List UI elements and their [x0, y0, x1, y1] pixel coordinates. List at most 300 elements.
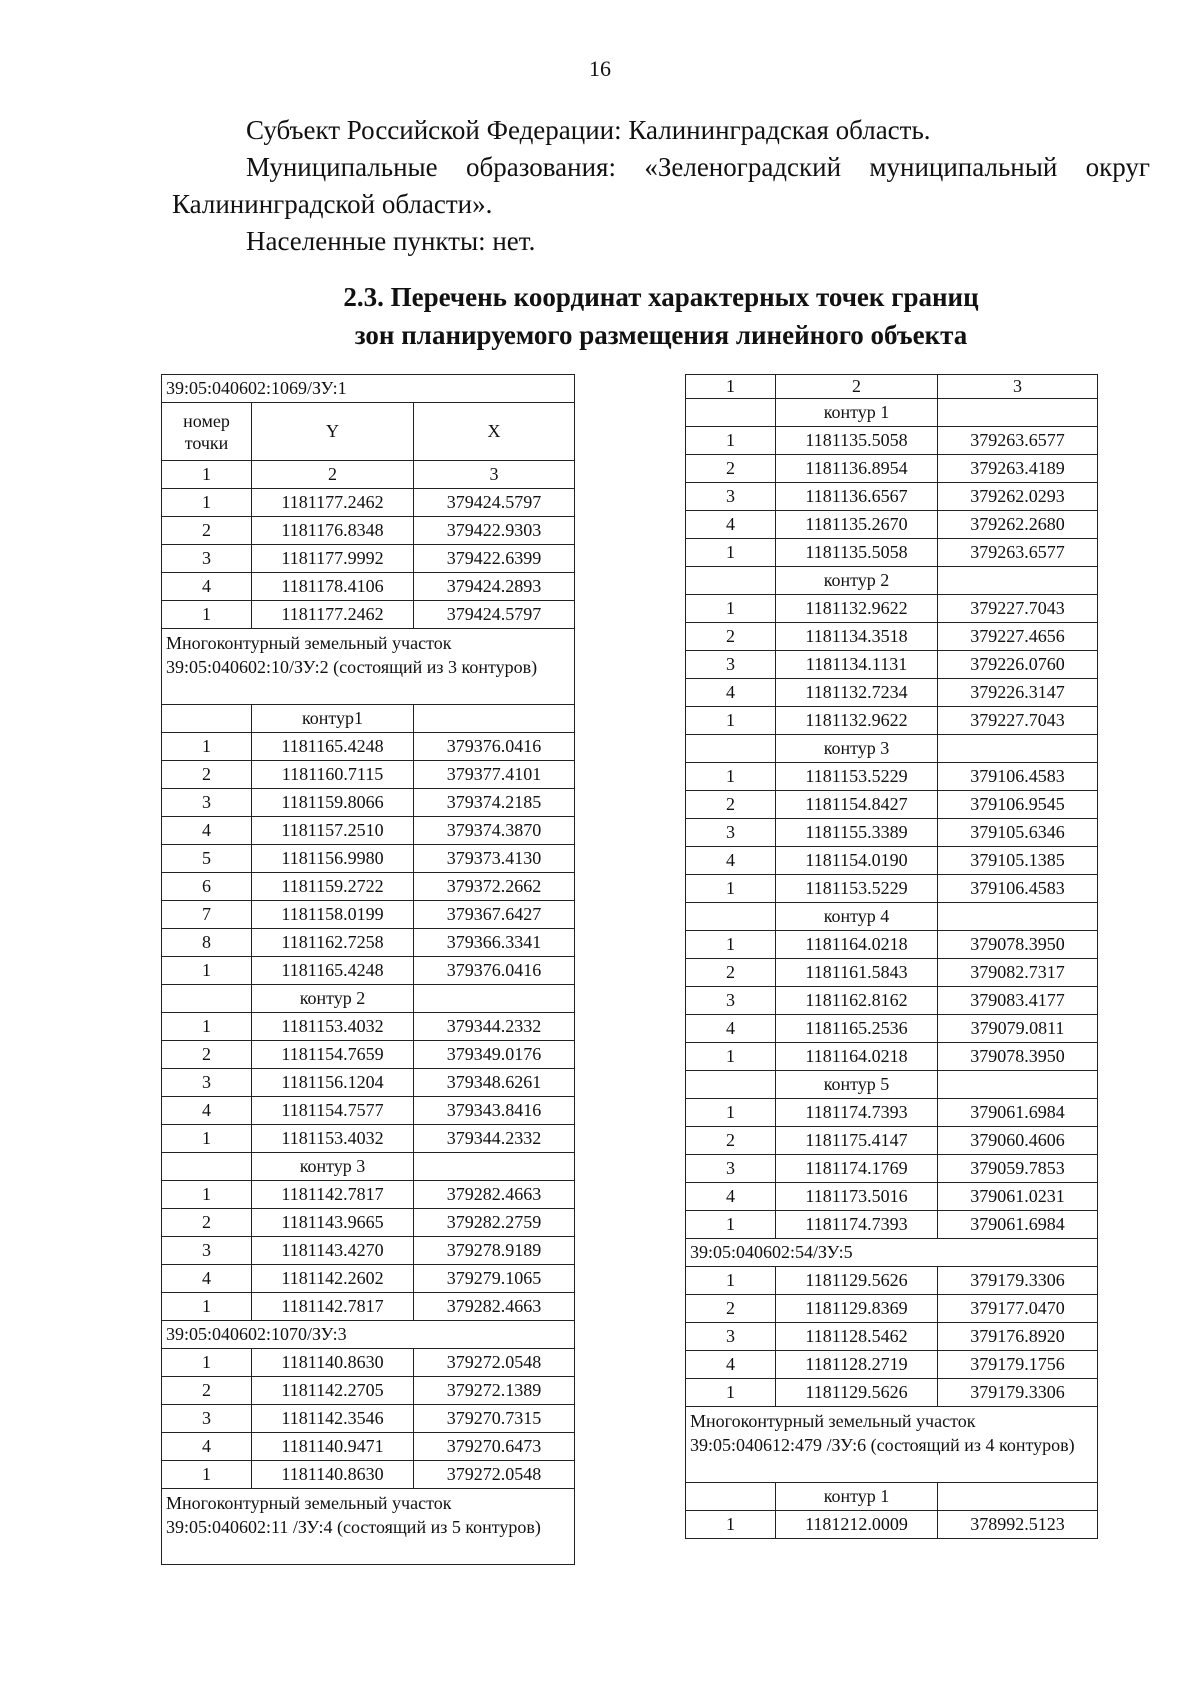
y-coordinate: 1181156.1204: [252, 1069, 414, 1097]
point-number: 1: [686, 427, 776, 455]
point-number: 1: [162, 733, 252, 761]
x-coordinate: 379227.7043: [938, 707, 1098, 735]
y-coordinate: 1181135.2670: [776, 511, 938, 539]
table-row: [162, 1405, 575, 1433]
parcel-id: 39:05:040602:1069/ЗУ:1: [162, 375, 575, 403]
table-row: [686, 539, 1098, 567]
x-coordinate: 379272.0548: [414, 1349, 575, 1377]
table-row: [686, 511, 1098, 539]
y-coordinate: 1181162.7258: [252, 929, 414, 957]
contour-spacer: [414, 985, 575, 1013]
x-coordinate: 379263.6577: [938, 427, 1098, 455]
y-coordinate: 1181140.8630: [252, 1349, 414, 1377]
section-title: [172, 278, 1150, 354]
column-number-2: 2: [776, 375, 938, 399]
x-coordinate: 379282.2759: [414, 1209, 575, 1237]
x-coordinate: 379279.1065: [414, 1265, 575, 1293]
section-title-line-1: 2.3. Перечень координат характерных точек границ: [343, 282, 979, 312]
x-coordinate: 379282.4663: [414, 1293, 575, 1321]
x-coordinate: 379348.6261: [414, 1069, 575, 1097]
point-number: 4: [686, 679, 776, 707]
point-number: 4: [686, 1183, 776, 1211]
contour-spacer: [686, 567, 776, 595]
point-number: 4: [162, 1433, 252, 1461]
point-number: 1: [162, 1125, 252, 1153]
table-row: [162, 1433, 575, 1461]
table-row: [162, 573, 575, 601]
point-number: 1: [162, 489, 252, 517]
x-coordinate: 379372.2662: [414, 873, 575, 901]
x-coordinate: 379422.9303: [414, 517, 575, 545]
table-row: [162, 1461, 575, 1489]
y-coordinate: 1181134.1131: [776, 651, 938, 679]
point-number: 1: [686, 595, 776, 623]
y-coordinate: 1181132.9622: [776, 707, 938, 735]
table-row: [686, 1127, 1098, 1155]
point-number: 1: [162, 601, 252, 629]
y-coordinate: 1181177.2462: [252, 601, 414, 629]
y-coordinate: 1181156.9980: [252, 845, 414, 873]
contour-row: [162, 1153, 575, 1181]
y-coordinate: 1181142.7817: [252, 1181, 414, 1209]
contour-spacer: [686, 399, 776, 427]
y-coordinate: 1181153.4032: [252, 1125, 414, 1153]
table-row: [162, 1349, 575, 1377]
y-coordinate: 1181177.9992: [252, 545, 414, 573]
x-coordinate: 379343.8416: [414, 1097, 575, 1125]
column-number-3: 3: [414, 461, 575, 489]
contour-spacer: [938, 1483, 1098, 1511]
x-coordinate: 379272.0548: [414, 1461, 575, 1489]
x-coordinate: 379106.9545: [938, 791, 1098, 819]
y-coordinate: 1181128.5462: [776, 1323, 938, 1351]
point-number: 3: [162, 1405, 252, 1433]
table-row: [162, 1293, 575, 1321]
point-number: 4: [686, 1351, 776, 1379]
settlements-line: Населенные пункты: нет.: [246, 226, 536, 256]
parcel-note-row: [162, 1489, 575, 1565]
point-number: 1: [686, 1043, 776, 1071]
point-number: 1: [686, 875, 776, 903]
point-number: 2: [686, 1295, 776, 1323]
contour-spacer: [686, 1071, 776, 1099]
x-coordinate: 379374.2185: [414, 789, 575, 817]
table-row: [162, 1265, 575, 1293]
y-coordinate: 1181135.5058: [776, 539, 938, 567]
point-number: 2: [686, 959, 776, 987]
table-row: [686, 595, 1098, 623]
y-coordinate: 1181128.2719: [776, 1351, 938, 1379]
x-coordinate: 379424.2893: [414, 573, 575, 601]
table-row: [686, 1183, 1098, 1211]
table-row: [162, 601, 575, 629]
point-number: 1: [686, 1099, 776, 1127]
x-coordinate: 379227.7043: [938, 595, 1098, 623]
point-number: 1: [162, 1013, 252, 1041]
table-row: [686, 959, 1098, 987]
column-number-3: 3: [938, 375, 1098, 399]
table-row: [162, 789, 575, 817]
y-coordinate: 1181142.3546: [252, 1405, 414, 1433]
table-row: [162, 1013, 575, 1041]
point-number: 2: [686, 1127, 776, 1155]
table-row: [162, 845, 575, 873]
table-row: [162, 873, 575, 901]
parcel-note: Многоконтурный земельный участок 39:05:040602:10/ЗУ:2 (состоящий из 3 контуров): [162, 629, 575, 705]
x-coordinate: 379083.4177: [938, 987, 1098, 1015]
table-row: [686, 1099, 1098, 1127]
table-row: [686, 819, 1098, 847]
point-number: 4: [162, 817, 252, 845]
point-number: 3: [686, 987, 776, 1015]
x-coordinate: 379060.4606: [938, 1127, 1098, 1155]
table-row: [686, 875, 1098, 903]
page-number: 16: [589, 56, 611, 81]
y-coordinate: 1181140.8630: [252, 1461, 414, 1489]
column-header-point: номер точки: [162, 403, 252, 461]
contour-spacer: [162, 985, 252, 1013]
column-number-1: 1: [162, 461, 252, 489]
y-coordinate: 1181132.9622: [776, 595, 938, 623]
table-row: [686, 1295, 1098, 1323]
y-coordinate: 1181132.7234: [776, 679, 938, 707]
x-coordinate: 379059.7853: [938, 1155, 1098, 1183]
point-number: 2: [162, 1377, 252, 1405]
section-title-line-2: зон планируемого размещения линейного объекта: [354, 320, 968, 350]
column-number-1: 1: [686, 375, 776, 399]
x-coordinate: 379262.0293: [938, 483, 1098, 511]
left-table-column-header: [162, 403, 575, 461]
x-coordinate: 379377.4101: [414, 761, 575, 789]
x-coordinate: 379373.4130: [414, 845, 575, 873]
table-row: [162, 957, 575, 985]
x-coordinate: 379374.3870: [414, 817, 575, 845]
x-coordinate: 379344.2332: [414, 1125, 575, 1153]
right-table-column-numbers: [686, 375, 1098, 399]
table-row: [162, 1069, 575, 1097]
x-coordinate: 379263.4189: [938, 455, 1098, 483]
x-coordinate: 379376.0416: [414, 957, 575, 985]
x-coordinate: 379179.1756: [938, 1351, 1098, 1379]
table-row: [686, 1211, 1098, 1239]
point-number: 2: [686, 623, 776, 651]
y-coordinate: 1181155.3389: [776, 819, 938, 847]
x-coordinate: 379061.6984: [938, 1099, 1098, 1127]
y-coordinate: 1181129.5626: [776, 1379, 938, 1407]
point-number: 1: [162, 957, 252, 985]
y-coordinate: 1181134.3518: [776, 623, 938, 651]
point-number: 2: [162, 761, 252, 789]
point-number: 5: [162, 845, 252, 873]
x-coordinate: 379424.5797: [414, 601, 575, 629]
contour-spacer: [162, 1153, 252, 1181]
contour-row: [162, 705, 575, 733]
contour-spacer: [938, 567, 1098, 595]
point-number: 6: [162, 873, 252, 901]
point-number: 4: [686, 511, 776, 539]
x-coordinate: 379367.6427: [414, 901, 575, 929]
parcel-note-row: [686, 1407, 1098, 1483]
x-coordinate: 379366.3341: [414, 929, 575, 957]
x-coordinate: 379263.6577: [938, 539, 1098, 567]
table-row: [686, 679, 1098, 707]
y-coordinate: 1181159.8066: [252, 789, 414, 817]
column-header-y: Y: [252, 403, 414, 461]
table-row: [162, 517, 575, 545]
point-number: 3: [686, 483, 776, 511]
x-coordinate: 379176.8920: [938, 1323, 1098, 1351]
point-number: 2: [162, 1041, 252, 1069]
x-coordinate: 379061.6984: [938, 1211, 1098, 1239]
table-row: [686, 1379, 1098, 1407]
left-table-id-header: [162, 375, 575, 403]
x-coordinate: 379376.0416: [414, 733, 575, 761]
y-coordinate: 1181129.5626: [776, 1267, 938, 1295]
y-coordinate: 1181157.2510: [252, 817, 414, 845]
parcel-note: Многоконтурный земельный участок 39:05:040612:479 /ЗУ:6 (состоящий из 4 контуров): [686, 1407, 1098, 1483]
y-coordinate: 1181176.8348: [252, 517, 414, 545]
y-coordinate: 1181160.7115: [252, 761, 414, 789]
column-number-2: 2: [252, 461, 414, 489]
parcel-id-row: [686, 1239, 1098, 1267]
table-row: [162, 489, 575, 517]
contour-spacer: [938, 735, 1098, 763]
x-coordinate: 379082.7317: [938, 959, 1098, 987]
y-coordinate: 1181154.0190: [776, 847, 938, 875]
y-coordinate: 1181153.4032: [252, 1013, 414, 1041]
contour-spacer: [938, 903, 1098, 931]
subject-line: Субъект Российской Федерации: Калининградская область.: [246, 115, 931, 145]
contour-label: контур 4: [776, 903, 938, 931]
table-row: [686, 707, 1098, 735]
contour-spacer: [686, 735, 776, 763]
table-row: [162, 929, 575, 957]
x-coordinate: 379079.0811: [938, 1015, 1098, 1043]
y-coordinate: 1181153.5229: [776, 875, 938, 903]
column-header-x: X: [414, 403, 575, 461]
y-coordinate: 1181174.7393: [776, 1211, 938, 1239]
table-row: [686, 483, 1098, 511]
point-number: 3: [162, 545, 252, 573]
point-number: 2: [686, 455, 776, 483]
contour-label: контур 3: [252, 1153, 414, 1181]
y-coordinate: 1181165.2536: [776, 1015, 938, 1043]
y-coordinate: 1181174.1769: [776, 1155, 938, 1183]
contour-row: [686, 567, 1098, 595]
table-row: [162, 1041, 575, 1069]
y-coordinate: 1181154.8427: [776, 791, 938, 819]
y-coordinate: 1181212.0009: [776, 1511, 938, 1539]
x-coordinate: 379227.4656: [938, 623, 1098, 651]
municipal-line: Муниципальные образования: «Зеленоградский муниципальный округ Калининградской области».: [172, 152, 1150, 219]
point-number: 2: [162, 517, 252, 545]
contour-spacer: [686, 903, 776, 931]
y-coordinate: 1181142.2705: [252, 1377, 414, 1405]
contour-label: контур 1: [776, 1483, 938, 1511]
table-row: [686, 763, 1098, 791]
contour-label: контур 2: [252, 985, 414, 1013]
table-row: [686, 1015, 1098, 1043]
table-row: [686, 1043, 1098, 1071]
x-coordinate: 379270.7315: [414, 1405, 575, 1433]
point-number: 3: [686, 1323, 776, 1351]
point-number: 3: [162, 789, 252, 817]
contour-spacer: [414, 705, 575, 733]
x-coordinate: 379106.4583: [938, 875, 1098, 903]
y-coordinate: 1181178.4106: [252, 573, 414, 601]
point-number: 8: [162, 929, 252, 957]
y-coordinate: 1181173.5016: [776, 1183, 938, 1211]
point-number: 1: [686, 1379, 776, 1407]
point-number: 3: [686, 1155, 776, 1183]
y-coordinate: 1181142.2602: [252, 1265, 414, 1293]
table-row: [162, 1237, 575, 1265]
contour-row: [686, 903, 1098, 931]
contour-spacer: [686, 1483, 776, 1511]
y-coordinate: 1181177.2462: [252, 489, 414, 517]
table-row: [686, 1155, 1098, 1183]
point-number: 3: [686, 651, 776, 679]
table-row: [686, 1351, 1098, 1379]
point-number: 1: [162, 1461, 252, 1489]
y-coordinate: 1181161.5843: [776, 959, 938, 987]
contour-label: контур1: [252, 705, 414, 733]
table-row: [162, 1181, 575, 1209]
right-coordinates-table: [685, 374, 1098, 1539]
y-coordinate: 1181135.5058: [776, 427, 938, 455]
y-coordinate: 1181140.9471: [252, 1433, 414, 1461]
x-coordinate: 378992.5123: [938, 1511, 1098, 1539]
table-row: [686, 1323, 1098, 1351]
y-coordinate: 1181153.5229: [776, 763, 938, 791]
parcel-id-row: [162, 1321, 575, 1349]
contour-row: [686, 399, 1098, 427]
x-coordinate: 379177.0470: [938, 1295, 1098, 1323]
point-number: 3: [686, 819, 776, 847]
contour-row: [686, 1071, 1098, 1099]
x-coordinate: 379078.3950: [938, 931, 1098, 959]
table-row: [162, 1097, 575, 1125]
y-coordinate: 1181165.4248: [252, 733, 414, 761]
contour-label: контур 3: [776, 735, 938, 763]
x-coordinate: 379106.4583: [938, 763, 1098, 791]
table-row: [686, 427, 1098, 455]
left-coordinates-table: [161, 374, 575, 1565]
point-number: 1: [162, 1181, 252, 1209]
x-coordinate: 379179.3306: [938, 1379, 1098, 1407]
intro-block: [172, 112, 1150, 260]
y-coordinate: 1181154.7577: [252, 1097, 414, 1125]
point-number: 4: [162, 573, 252, 601]
table-row: [686, 455, 1098, 483]
point-number: 7: [162, 901, 252, 929]
point-number: 4: [686, 1015, 776, 1043]
table-row: [162, 1377, 575, 1405]
x-coordinate: 379424.5797: [414, 489, 575, 517]
left-table-column-numbers: [162, 461, 575, 489]
contour-label: контур 5: [776, 1071, 938, 1099]
x-coordinate: 379061.0231: [938, 1183, 1098, 1211]
y-coordinate: 1181174.7393: [776, 1099, 938, 1127]
table-row: [686, 1511, 1098, 1539]
point-number: 1: [162, 1293, 252, 1321]
parcel-note: Многоконтурный земельный участок 39:05:040602:11 /ЗУ:4 (состоящий из 5 контуров): [162, 1489, 575, 1565]
x-coordinate: 379344.2332: [414, 1013, 575, 1041]
x-coordinate: 379272.1389: [414, 1377, 575, 1405]
table-row: [686, 623, 1098, 651]
y-coordinate: 1181158.0199: [252, 901, 414, 929]
x-coordinate: 379278.9189: [414, 1237, 575, 1265]
parcel-id: 39:05:040602:1070/ЗУ:3: [162, 1321, 575, 1349]
parcel-id: 39:05:040602:54/ЗУ:5: [686, 1239, 1098, 1267]
x-coordinate: 379078.3950: [938, 1043, 1098, 1071]
x-coordinate: 379226.0760: [938, 651, 1098, 679]
point-number: 4: [686, 847, 776, 875]
point-number: 2: [162, 1209, 252, 1237]
point-number: 1: [686, 1511, 776, 1539]
contour-label: контур 2: [776, 567, 938, 595]
contour-spacer: [938, 399, 1098, 427]
table-row: [162, 733, 575, 761]
point-number: 4: [162, 1265, 252, 1293]
x-coordinate: 379270.6473: [414, 1433, 575, 1461]
table-row: [686, 847, 1098, 875]
point-number: 1: [686, 1267, 776, 1295]
point-number: 1: [686, 539, 776, 567]
table-row: [686, 791, 1098, 819]
y-coordinate: 1181136.8954: [776, 455, 938, 483]
y-coordinate: 1181164.0218: [776, 1043, 938, 1071]
table-row: [162, 817, 575, 845]
x-coordinate: 379349.0176: [414, 1041, 575, 1069]
table-row: [686, 931, 1098, 959]
x-coordinate: 379422.6399: [414, 545, 575, 573]
y-coordinate: 1181164.0218: [776, 931, 938, 959]
table-row: [162, 901, 575, 929]
y-coordinate: 1181159.2722: [252, 873, 414, 901]
y-coordinate: 1181154.7659: [252, 1041, 414, 1069]
contour-spacer: [938, 1071, 1098, 1099]
x-coordinate: 379105.1385: [938, 847, 1098, 875]
contour-spacer: [414, 1153, 575, 1181]
point-number: 1: [686, 931, 776, 959]
y-coordinate: 1181165.4248: [252, 957, 414, 985]
contour-row: [686, 1483, 1098, 1511]
y-coordinate: 1181136.6567: [776, 483, 938, 511]
point-number: 4: [162, 1097, 252, 1125]
x-coordinate: 379226.3147: [938, 679, 1098, 707]
table-row: [162, 1209, 575, 1237]
point-number: 1: [686, 763, 776, 791]
y-coordinate: 1181175.4147: [776, 1127, 938, 1155]
point-number: 1: [686, 1211, 776, 1239]
table-row: [686, 651, 1098, 679]
point-number: 3: [162, 1237, 252, 1265]
x-coordinate: 379262.2680: [938, 511, 1098, 539]
table-row: [686, 1267, 1098, 1295]
x-coordinate: 379282.4663: [414, 1181, 575, 1209]
parcel-note-row: [162, 629, 575, 705]
table-row: [162, 1125, 575, 1153]
y-coordinate: 1181162.8162: [776, 987, 938, 1015]
y-coordinate: 1181143.4270: [252, 1237, 414, 1265]
contour-row: [686, 735, 1098, 763]
point-number: 3: [162, 1069, 252, 1097]
y-coordinate: 1181142.7817: [252, 1293, 414, 1321]
contour-spacer: [162, 705, 252, 733]
table-row: [162, 761, 575, 789]
x-coordinate: 379179.3306: [938, 1267, 1098, 1295]
